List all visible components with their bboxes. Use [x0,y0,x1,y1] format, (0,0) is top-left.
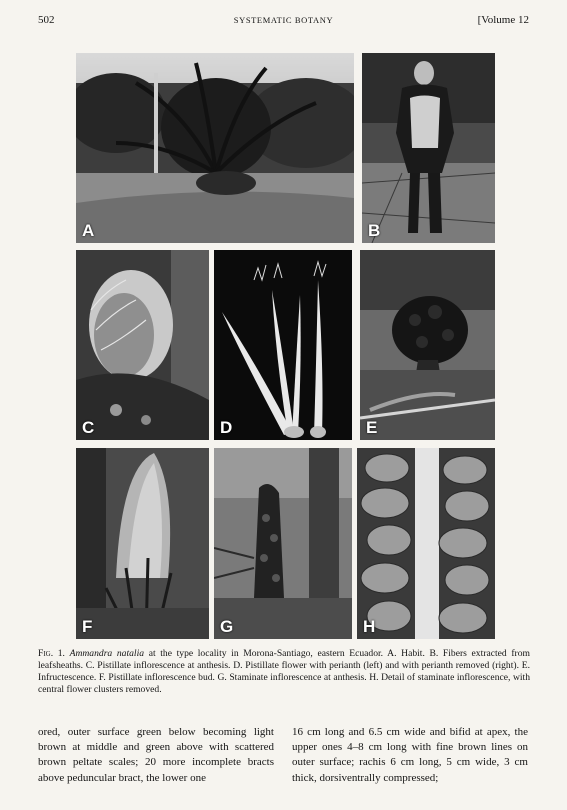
panel-label-a: A [82,221,95,240]
figure-number: Fig. 1. [38,648,65,659]
photo-pistillate-inflorescence [76,250,209,440]
journal-title: SYSTEMATIC BOTANY [233,15,334,25]
figure-panel-a [76,53,354,243]
photo-habit [76,53,354,243]
body-column-right [292,725,528,786]
panel-label-b: B [368,221,381,240]
body-paragraph-left: ored, outer surface green below becoming light brown at middle and green above with scattered brown peltate scales; 20 more incomplete bracts above peduncular bract, the lower one [38,726,274,784]
running-header [38,14,529,28]
species-name: Ammandra natalia [69,648,145,659]
figure-panel-e [360,250,495,440]
body-paragraph-right: 16 cm long and 6.5 cm wide and bifid at apex, the upper ones 4–8 cm long with fine brown lines on outer surface; rachis 6 cm long, 5 cm wide, 3 cm thick, dorsiventrally compressed; [292,726,528,784]
body-column-left [38,725,274,786]
panel-label-d: D [220,418,233,437]
panel-label-c: C [82,418,95,437]
panel-label-f: F [82,617,93,636]
caption-text: at the type locality in Morona-Santiago, eastern Ecuador. A. Habit. B. Fibers extracted from leafsheaths. C. Pistillate inflorescence at anthesis. D. Pistillate flower with perianth (left) and with perianth removed (right). E. Infructescence. F. Pistillate inflorescence bud. G. Staminate inflorescence at anthesis. H. Detail of staminate inflorescence, with central flower clusters removed. [38,648,530,695]
photo-pistillate-flower [214,250,352,440]
volume-label: [Volume 12 [477,14,529,26]
panel-label-h: H [363,617,376,636]
figure-panel-f [76,448,209,639]
figure-panel-d [214,250,352,440]
panel-label-e: E [366,418,378,437]
photo-staminate-inflorescence [214,448,352,639]
figure-panel-b [362,53,495,243]
photo-fibers [362,53,495,243]
figure-panel-c [76,250,209,440]
photo-infructescence [360,250,495,440]
figure-caption [38,648,530,696]
figure-panel-h [357,448,495,639]
photo-inflorescence-bud [76,448,209,639]
page-number: 502 [38,14,55,26]
figure-panel-g [214,448,352,639]
panel-label-g: G [220,617,234,636]
photo-staminate-detail [357,448,495,639]
